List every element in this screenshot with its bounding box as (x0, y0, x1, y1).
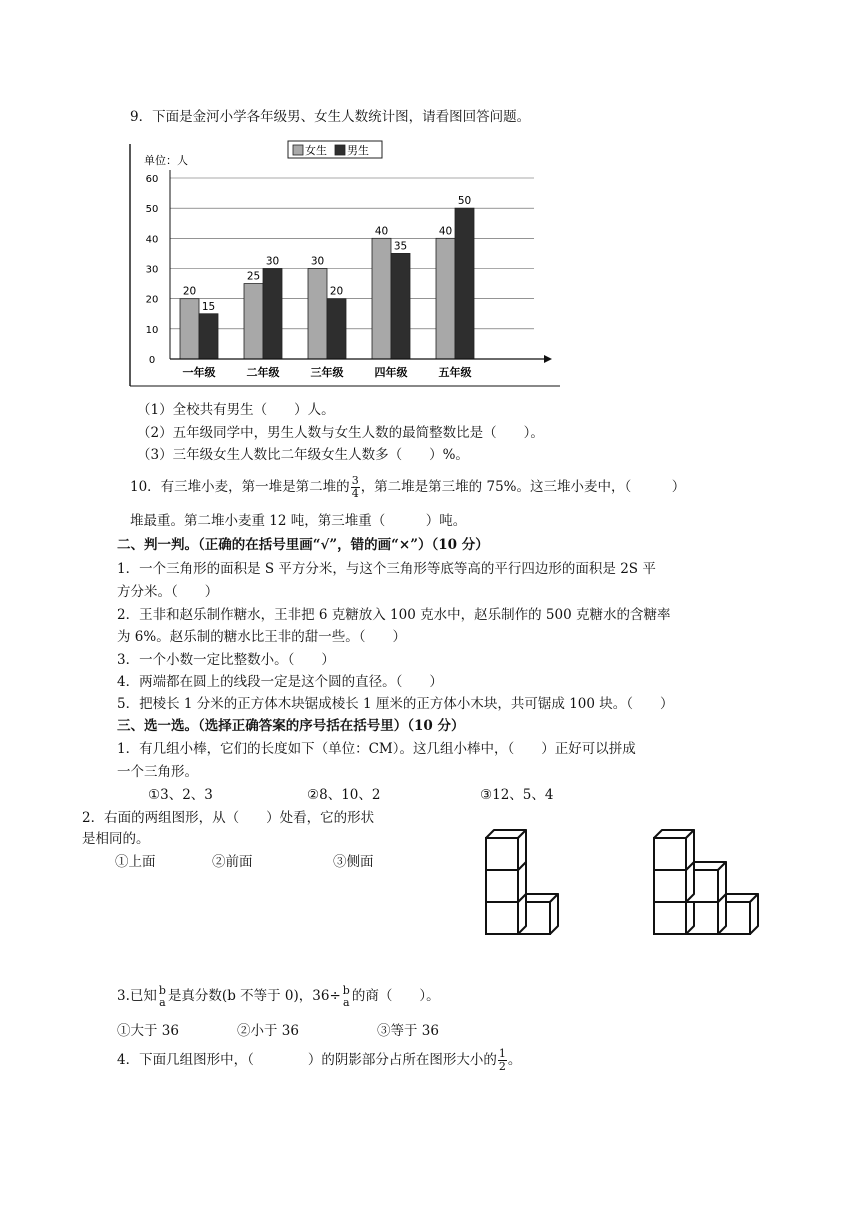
section3-header: 三、选一选。（选择正确答案的序号括在括号里）（10 分） (117, 718, 465, 734)
y-tick-label-30: 30 (145, 264, 159, 276)
q4-frac-den: 2 (498, 1060, 506, 1073)
bar-value-label: 20 (329, 285, 344, 298)
q9-title: 9．下面是金河小学各年级男、女生人数统计图，请看图回答问题。 (130, 109, 531, 125)
sec3-q1-option2: ②8、10、2 (307, 787, 381, 803)
bar-4-男生 (391, 253, 410, 359)
bar-value-label: 25 (246, 270, 261, 283)
cube-figure-left (486, 830, 558, 934)
sec3-q1-b: 一个三角形。 (117, 764, 198, 780)
y-tick-label-20: 20 (145, 294, 159, 306)
sec3-q2-option1: ①上面 (115, 854, 156, 870)
bar-1-女生 (180, 299, 199, 359)
x-category-label-1: 一年级 (182, 366, 216, 379)
bar-value-label: 35 (393, 240, 408, 253)
frac2-num: b (342, 983, 350, 997)
legend-swatch-male (335, 145, 345, 155)
sec3-q3-mid: 是真分数(b 不等于 0)，36÷ (167, 988, 341, 1004)
sec3-q3-frac2 (342, 985, 351, 1009)
legend-label-female: 女生 (305, 144, 327, 157)
chart-gridlines (170, 178, 534, 329)
sec2-item3: 3．一个小数一定比整数小。（ ） (117, 652, 335, 668)
sec2-item2-a: 2．王非和赵乐制作糖水，王非把 6 克糖放入 100 克水中，赵乐制作的 500 克糖水的含糖率 (117, 607, 671, 623)
sec3-q3-option2: ②小于 36 (237, 1023, 299, 1039)
section2-header: 二、判一判。（正确的在括号里画“√”，错的画“×”）（10 分） (117, 537, 489, 553)
sec3-q3 (117, 982, 440, 1010)
sec3-q3-frac1 (158, 985, 167, 1009)
q10-fraction (351, 475, 360, 500)
sec3-q4 (117, 1046, 521, 1074)
q9-sub2: （2）五年级同学中，男生人数与女生人数的最简整数比是（ ）。 (137, 425, 544, 441)
q10-line1 (130, 474, 685, 500)
bar-value-label: 40 (438, 225, 453, 238)
frac1-num: b (158, 983, 166, 997)
y-tick-label-50: 50 (145, 204, 159, 216)
frac1-den: a (159, 995, 166, 1009)
legend-label-male: 男生 (347, 144, 369, 157)
sec3-q1-a: 1．有几组小棒，它们的长度如下（单位：CM）。这几组小棒中，（ ）正好可以拼成 (117, 741, 636, 757)
sec3-q3-option1: ①大于 36 (117, 1023, 179, 1039)
sec3-q2-b: 是相同的。 (82, 831, 150, 847)
sec2-item1-a: 1．一个三角形的面积是 S 平方分米，与这个三角形等底等高的平行四边形的面积是 2S 平 (117, 561, 656, 577)
q9-sub3: （3）三年级女生人数比二年级女生人数多（ ）%。 (137, 447, 469, 463)
sec2-item2-b: 为 6%。赵乐制的糖水比王非的甜一些。（ ） (117, 629, 406, 645)
bar-5-男生 (455, 208, 474, 359)
legend-swatch-female (293, 145, 303, 155)
bar-value-label: 30 (265, 255, 280, 268)
sec3-q1-option1: ①3、2、3 (148, 787, 213, 803)
y-tick-label-40: 40 (145, 234, 159, 246)
sec3-q2-a: 2．右面的两组图形，从（ ）处看，它的形状 (82, 810, 375, 826)
y-tick-label-10: 10 (145, 324, 159, 336)
sec3-q4-post: 。 (507, 1052, 522, 1068)
y-tick-label-60: 60 (145, 174, 159, 185)
bar-3-男生 (327, 299, 346, 359)
q10-line2: 堆最重。第二堆小麦重 12 吨，第三堆重（ ）吨。 (130, 513, 467, 529)
bar-1-男生 (199, 314, 218, 359)
cube-figure-right (654, 830, 758, 934)
sec2-item5: 5．把棱长 1 分米的正方体木块锯成棱长 1 厘米的正方体小木块，共可锯成 100 块。（ ） (117, 696, 674, 712)
sec3-q3-pre: 3.已知 (117, 988, 157, 1004)
x-category-label-2: 二年级 (246, 366, 280, 379)
bar-2-女生 (244, 284, 263, 359)
bar-5-女生 (436, 238, 455, 359)
bar-value-label: 20 (182, 285, 197, 298)
chart-unit-label: 单位：人 (144, 154, 188, 167)
q10-text-b: ，第二堆是第三堆的 75%。这三堆小麦中，（ ） (360, 479, 686, 495)
sec3-q4-frac (498, 1048, 507, 1073)
bar-2-男生 (263, 269, 282, 360)
sec3-q4-pre: 4．下面几组图形中，（ ）的阴影部分占所在图形大小的 (117, 1052, 497, 1068)
bar-value-label: 30 (310, 255, 325, 268)
q4-frac-num: 1 (498, 1047, 506, 1060)
sec2-item4: 4．两端都在圆上的线段一定是这个圆的直径。（ ） (117, 674, 443, 690)
bar-value-label: 40 (374, 225, 389, 238)
frac2-den: a (343, 995, 350, 1009)
q10-frac-num: 3 (351, 474, 359, 487)
x-category-label-5: 五年级 (438, 366, 472, 379)
sec3-q2-option3: ③侧面 (333, 854, 374, 870)
y-tick-label-0: 0 (148, 355, 156, 366)
q10-frac-den: 4 (351, 487, 359, 500)
x-axis-arrow (544, 355, 552, 363)
q9-sub1: （1）全校共有男生（ ）人。 (137, 402, 335, 418)
sec3-q2-option2: ②前面 (212, 854, 253, 870)
chart-legend (288, 141, 382, 158)
bar-4-女生 (372, 238, 391, 359)
q10-text-a: 10．有三堆小麦，第一堆是第二堆的 (130, 479, 350, 495)
bar-chart (128, 138, 564, 392)
bar-value-label: 50 (457, 195, 472, 208)
sec3-q3-post: 的商（ ）。 (351, 988, 440, 1004)
cube-figures (478, 814, 768, 944)
bar-3-女生 (308, 269, 327, 360)
sec3-q3-option3: ③等于 36 (377, 1023, 439, 1039)
bar-value-label: 15 (201, 300, 216, 313)
x-category-label-4: 四年级 (374, 366, 408, 379)
chart-bars (180, 208, 474, 359)
sec3-q1-option3: ③12、5、4 (480, 787, 554, 803)
x-category-label-3: 三年级 (310, 366, 344, 379)
sec2-item1-b: 方分米。（ ） (117, 584, 219, 600)
